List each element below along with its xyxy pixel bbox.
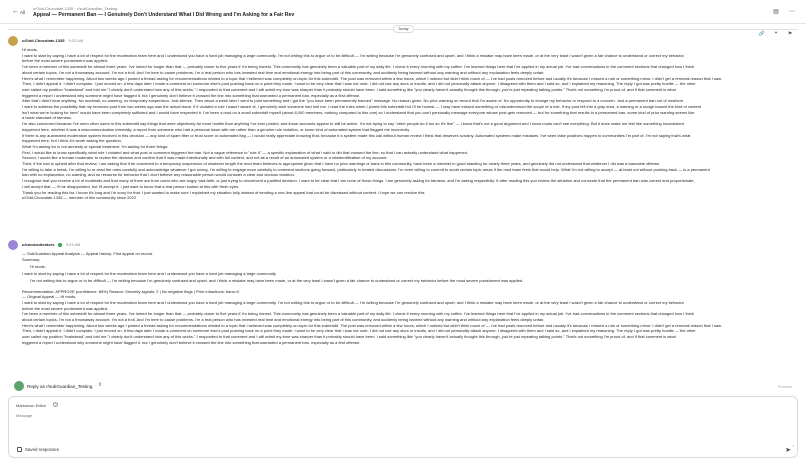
message-editor	[8, 396, 798, 458]
date-divider-label: Today	[393, 25, 414, 33]
message-paragraph: happened here, whether it was a miscommunication internally, a report from someone who had a personal issue with me rather than a genuine rule violation, or some kind of automated system that flagged me incorrectly.	[22, 126, 411, 132]
message-paragraph: I want to start by saying I have a lot of respect for the moderation team here and I understand you have a hard job managing a large community. I'm not writing this to argue or to be difficult — I'm writing because I'm genuinely confused and upset, and I think a mistake may have been made, or at the very least I wasn't given a fair chance to understand or correct my behavior	[22, 299, 684, 305]
message-paragraph: triggered a report I understand why someone might have flagged it, but I genuinely don't believe it crossed the line into something that warranted a permanent ban, especially as a first offense.	[22, 339, 361, 345]
saved-responses-icon	[17, 447, 22, 452]
link-icon[interactable]: 🔗	[758, 31, 766, 37]
message-author[interactable]: u/Odd-Chocolate-1335	[22, 38, 65, 43]
archive-icon[interactable]: ▤	[773, 9, 779, 15]
avatar[interactable]	[8, 240, 18, 250]
message-paragraph: I've been a member of this subreddit for almost three years. I've lurked for longer than that — probably closer to five years if I'm being honest. This community has genuinely been a valuable part of my daily life. I check it every morning with my coffee. I've learned things here that I've applied in my actual job. I've had conversations in the comment sections that changed how I think	[22, 64, 694, 70]
analysis-header: — SubGuardian Appeal Analysis — Appeal history: First appeal on record	[22, 251, 153, 256]
message-paragraph: about certain topics. I'm not a throwaway account. I'm not a troll. And I'm here to cause problems. I'm a real person who has invested real time and emotional energy into being part of this community, and suddenly being banned without any warning and without any explanation feels deeply unfair.	[22, 69, 545, 75]
reply-composer	[8, 378, 798, 458]
back-all-link[interactable]: All	[20, 10, 26, 15]
reply-as-selector[interactable]: Reply as r/subGuardian_Testing	[27, 384, 93, 389]
message-paragraph: Then, I didn't appeal it. I didn't complain. I just moved on. A few days later I made a comment on someone else's post pushing back on a point they made. I want to be very clear that I was not rude. I did not use any slurs or insults, and I did not personally attack anyone. I disagreed with them and I said so, and I explained my reasoning. The reply I got was pretty hostile — the other	[22, 328, 696, 334]
analysis-summary-label: Summary:	[22, 256, 41, 262]
message-paragraph: I'm willing to take a break. I'm willing to re-read the rules carefully and acknowledge whatever I got wrong. I'm willing to engage more carefully in comment sections going forward, particularly in heated discussions. I'm even willing to commit to avoid certain topic areas if the mod team feels that would help. What I'm not willing to accept — at least not without pushing back — is a permanent	[22, 166, 710, 172]
back-arrow-icon[interactable]: ←	[12, 8, 19, 15]
message-paragraph: isn't what we're looking for here" would have been completely sufficient and I would have respected it. I've been a mod on a small subreddit myself (about 8,000 members, nothing compared to this one) so I understand that you can't personally message everyone whose post gets removed — but for something that results in a permanent ban, some kind of prior warning seems like	[22, 109, 695, 115]
quote-icon[interactable]: ❝	[774, 31, 778, 37]
message-paragraph: a basic standard of fairness.	[22, 115, 73, 121]
moderator-badge-icon	[58, 243, 62, 247]
message-paragraph: about certain topics. I'm not a throwaway account. I'm not a troll. And I'm here to cause problems. I'm a real person who has invested real time and emotional energy into being part of this community, and suddenly being banned without any warning and without any explanation feels deeply unfair.	[22, 317, 545, 323]
message-paragraph: triggered a report I understand why someone might have flagged it, but I genuinely don't believe it crossed the line into something that warranted a permanent ban, especially as a first offense.	[22, 92, 361, 98]
message-paragraph: before the most severe punishment was applied.	[22, 305, 109, 311]
help-icon[interactable]: ?	[54, 403, 57, 407]
message-paragraph: After that I didn't hear anything. No modmail, no warning, no temporary suspension. Just silence. Then about a week later I went to post something and I got the "you have been permanently banned" message. No reason given. No prior warning on record that I'm aware of. No opportunity to change my behavior or respond to a concern. Just a permanent ban out of nowhere.	[22, 98, 685, 104]
message-paragraph: Second, I would like a human moderator to review the decision and confirm that it was made intentionally and with full context, and not as a result of an automated system or a misidentification of my account.	[22, 155, 388, 161]
summary-list	[30, 264, 794, 269]
message-time: 9:23 AM	[65, 242, 81, 247]
message-paragraph: I want to address the possibility that my removed post from two weeks ago was the actual issue. If it violated a rule I wasn't aware of, I genuinely wish someone had told me. I read the rules when I joined this subreddit but I'll be honest — I may have missed something or misunderstood the scope of a rule. If my post fell into a gray area, a warning or a nudge toward the kind of content	[22, 104, 701, 110]
message-paragraph: I recognize that you receive a lot of modmails and that many of them are from users who are angry, bad-faith, or just trying to circumvent a justified decision. I want to be clear that I am none of those things. I am genuinely asking for fairness, and I'm asking respectfully. If after reading this you review the situation and conclude that the permanent ban was correct and proportionate,	[22, 178, 695, 184]
message-paragraph: First, I would like to know specifically what rule I violated and what post or comment triggered the ban. Not a vague reference to "rule 4" — a specific explanation of what I said or did that crossed the line, so that I can actually understand what happened.	[22, 149, 468, 155]
conversation-subtitle[interactable]: u/Odd-Chocolate-1335 · r/subGuardian_Testing	[33, 6, 118, 11]
message-input[interactable]	[16, 413, 787, 439]
summary-intro: I want to start by saying I have a lot of respect for the moderation team here and I understand you have a hard job managing a large community	[22, 271, 276, 277]
reply-as-bar	[8, 378, 798, 394]
message-paragraph: I want to start by saying I have a lot of respect for the moderation team here and I understand you have a hard job managing a large community. I'm not writing this to argue or to be difficult — I'm writing because I'm genuinely confused and upset, and I think a mistake may have been made, or at the very least I wasn't given a fair chance to understand or correct my behavior	[22, 52, 684, 58]
avatar[interactable]	[8, 36, 18, 46]
header-actions	[772, 8, 796, 16]
send-icon[interactable]: ➤	[785, 446, 791, 454]
resize-handle-icon[interactable]: ⌟	[791, 442, 794, 448]
saved-responses-label: Saved responses	[25, 446, 59, 452]
message-paragraph: before the most severe punishment was applied.	[22, 58, 109, 64]
saved-responses-button[interactable]	[17, 447, 59, 452]
flag-icon[interactable]: ⚑	[787, 31, 793, 37]
message-body	[22, 47, 794, 201]
message-paragraph: Thank you for reading this far. I know it's long and I'm sorry for that. I just wanted to make sure I explained my situation fully instead of sending a one-line appeal that could be dismissed without context. I hope we can resolve this.	[22, 189, 426, 195]
message-paragraph: I will accept that — I'll be disappointed, but I'll accept it. I just want to know that a real person looked at this with fresh eyes.	[22, 183, 240, 189]
message-paragraph: user called my position "braindead" and told me "I clearly don't understand how any of this works." I responded to that comment and I will admit my tone was sharper than it probably should have been. I said something like "you clearly haven't actually thought this through, you're just repeating talking points." That's not something I'm proud of, and if that comment is what	[22, 86, 676, 92]
message-meta	[22, 242, 80, 247]
message-tools	[758, 30, 794, 38]
message-paragraph: u/Odd-Chocolate-1335 — member of this community since 2022	[22, 195, 137, 201]
chevron-updown-icon[interactable]: ⇕	[98, 382, 103, 388]
conversation-title: Appeal — Permanent Ban — I Genuinely Don't Understand What I Did Wrong and I'm Asking for a Fair Rev	[33, 12, 295, 18]
message-paragraph: If there is any automated moderation system involved in this decision — any kind of spam filter or trust score or automated flag — I would really appreciate knowing that, because if a system made this call without human review I think that deserves scrutiny. Automated systems make mistakes. I've seen false positives happen in communities I'm part of. I'm not saying that's what	[22, 132, 691, 138]
message-paragraph: user called my position "braindead" and told me "I clearly don't understand how any of this works." I responded to that comment and I will admit my tone was sharper than it probably should have been. I said something like "you clearly haven't actually thought this through, you're just repeating talking points." That's not something I'm proud of, and if that comment is what	[22, 334, 676, 340]
message-paragraph: ban with no explanation, no warning, and no recourse for behavior that I don't believe any reasonable person would consider a clear and obvious violation.	[22, 172, 295, 178]
message-paragraph: What I'm asking for is not amnesty or special treatment. I'm asking for three things:	[22, 143, 169, 149]
more-options-icon[interactable]: ⋯	[789, 9, 795, 15]
original-appeal-label: — Original Appeal — Hi mods,	[22, 294, 77, 300]
date-divider	[0, 24, 806, 34]
message-body	[22, 251, 794, 346]
message-paragraph: I'm also concerned because I've seen other users in this subreddit say things that were objectively far more hostile than anything I've ever posted, and those accounts appear to still be active. I'm not trying to say "other people do it too so it's fine" — I know that's not a good argument and I know mods can't see everything. But it does make me feel like something inconsistent	[22, 121, 684, 127]
message-time: 9:23 AM	[68, 38, 84, 43]
message-paragraph: I've been a member of this subreddit for almost three years. I've lurked for longer than that — probably closer to five years if I'm being honest. This community has genuinely been a valuable part of my daily life. I check it every morning with my coffee. I've learned things here that I've applied in my actual job. I've had conversations in the comment sections that changed how I think	[22, 311, 694, 317]
message-paragraph: Hi mods,	[22, 47, 38, 52]
message-paragraph: Here's what I remember happening. About two weeks ago I posted a thread asking for recommendations related to a topic that I believed was completely on-topic for this subreddit. The post was removed within a few hours, which I noticed but didn't think much of — I've had posts removed before and usually it's because I missed a rule or something minor. I didn't get a removal reason that I saw.	[22, 322, 722, 328]
avatar	[14, 381, 24, 391]
message-paragraph: Third, if the ban is upheld after that review, I am asking that it be converted to a temporary suspension of whatever length the mod team believes is appropriate given that I have no prior warnings or bans in this community, have been a member in good standing for nearly three years, and genuinely did not understand that whatever I did was a bannable offense.	[22, 161, 661, 167]
message-paragraph: happened here, but I think it's worth asking the question.	[22, 138, 122, 144]
message-paragraph: Then, I didn't appeal it. I didn't complain. I just moved on. A few days later I made a comment on someone else's post pushing back on a point they made. I want to be very clear that I was not rude. I did not use any slurs or insults, and I did not personally attack anyone. I disagreed with them and I said so, and I explained my reasoning. The reply I got was pretty hostile — the other	[22, 81, 696, 87]
summary-list	[30, 278, 794, 283]
message-author[interactable]: u/someoderators	[22, 242, 55, 247]
markdown-editor-tab[interactable]: Markdown Editor	[16, 403, 47, 408]
preview-button[interactable]: Preview	[777, 384, 792, 389]
conversation-header	[0, 0, 806, 24]
list-item: • I'm not writing this to argue or to be difficult — I'm writing because I'm genuinely confused and upset, and I think a mistake may have been made, or at the very least I wasn't given a fair chance to understand or correct my behavior before the most severe punishment was applied.	[30, 278, 794, 283]
message-paragraph: Here's what I remember happening. About two weeks ago I posted a thread asking for recommendations related to a topic that I believed was completely on-topic for this subreddit. The post was removed within a few hours, which I noticed but didn't think much of — I've had posts removed before and usually it's because I missed a rule or something minor. I didn't get a removal reason that I saw.	[22, 75, 722, 81]
message-meta	[22, 38, 83, 43]
list-item: • Hi mods,	[30, 264, 794, 269]
analysis-recommendation: Recommendation: APPROVE (confidence: 85%) Reason: Sincerity signals: 2 | No negative flags | Prior infractions: bans=0	[22, 288, 240, 294]
